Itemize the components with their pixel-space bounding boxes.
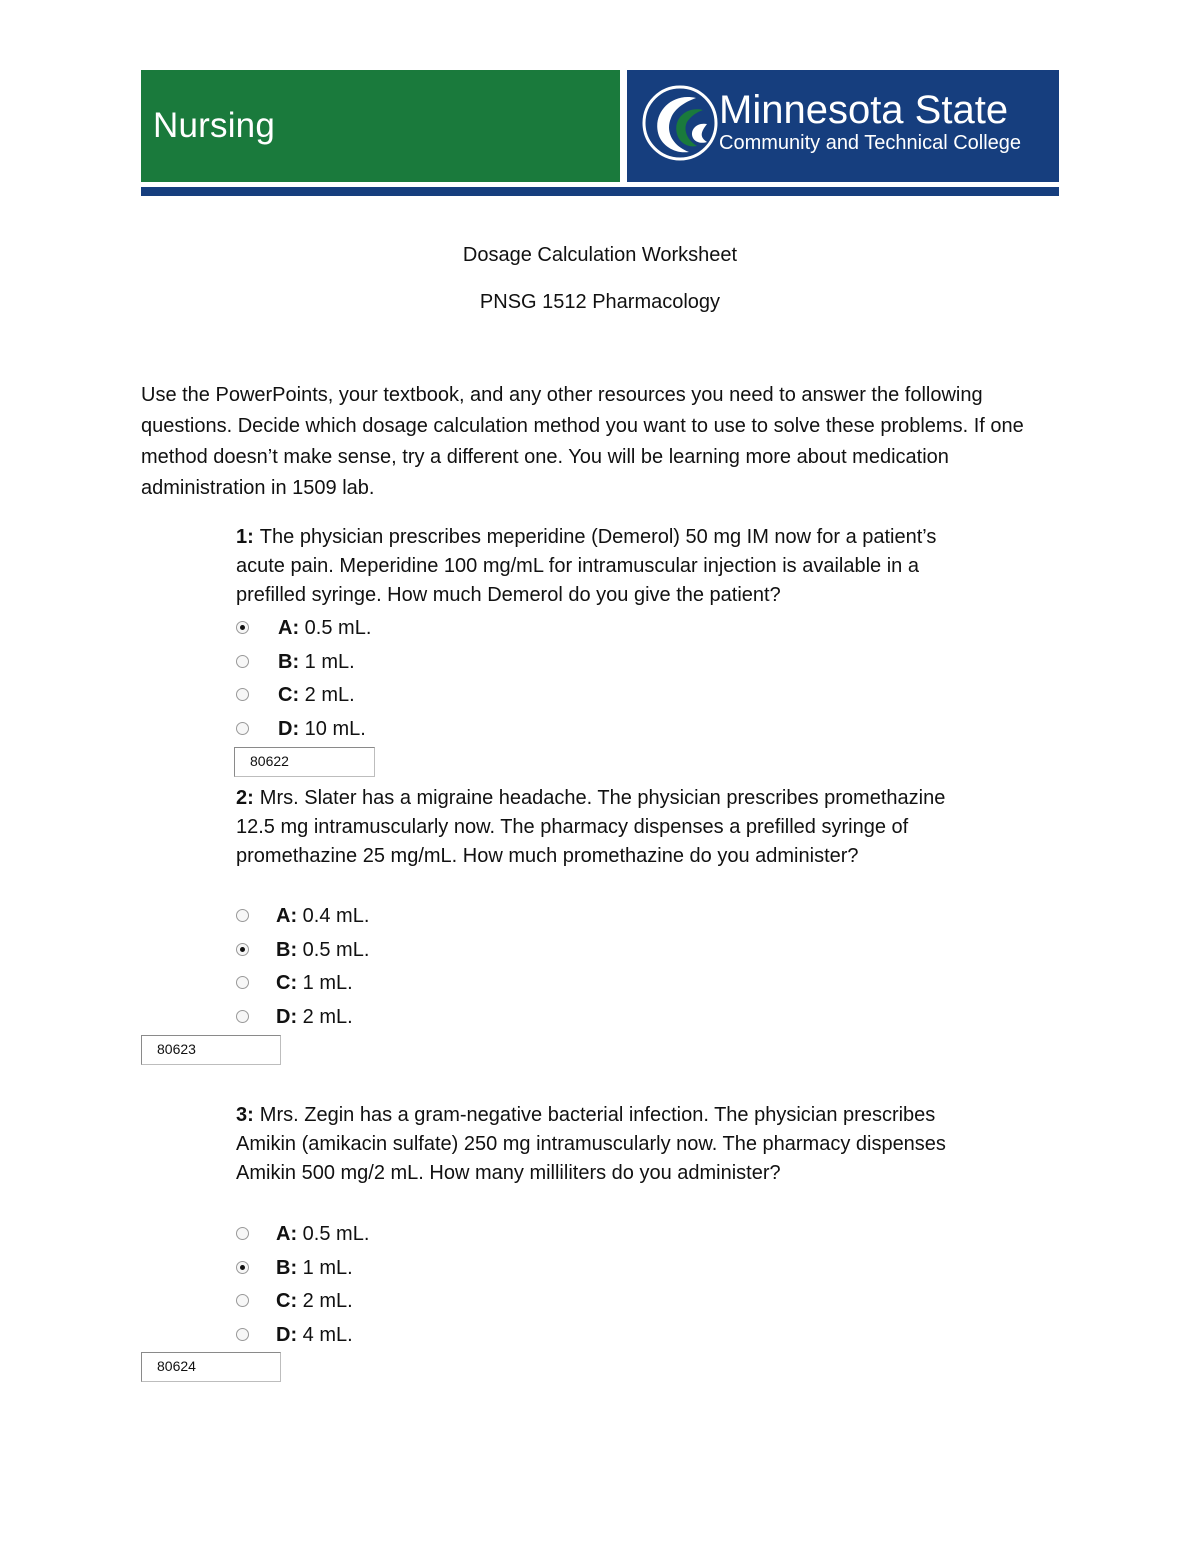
- option-letter: D:: [276, 1005, 298, 1028]
- radio-button[interactable]: [236, 1227, 249, 1240]
- question-2-id-field[interactable]: 80623: [141, 1035, 281, 1065]
- question-3-id-field[interactable]: 80624: [141, 1352, 281, 1382]
- option-letter: B:: [278, 650, 300, 673]
- radio-button[interactable]: [236, 1328, 249, 1341]
- option-text: 10 mL.: [304, 717, 366, 740]
- radio-button[interactable]: [236, 943, 249, 956]
- option-text: 1 mL.: [304, 650, 355, 673]
- radio-button[interactable]: [236, 976, 249, 989]
- question-text: Mrs. Slater has a migraine headache. The physician prescribes promethazine 12.5 mg intramuscularly now. The pharmacy dispenses a prefilled syringe of promethazine 25 mg/mL. How much promethazine do you administer?: [236, 787, 946, 867]
- option-text: 1 mL.: [302, 1256, 353, 1279]
- radio-button[interactable]: [236, 1010, 249, 1023]
- radio-button[interactable]: [236, 909, 249, 922]
- radio-button[interactable]: [236, 655, 249, 668]
- option-text: 4 mL.: [302, 1323, 353, 1346]
- program-panel: [141, 70, 620, 182]
- option-text: 0.5 mL.: [302, 938, 370, 961]
- question-1: [236, 523, 966, 610]
- option-letter: D:: [278, 717, 300, 740]
- option-letter: C:: [276, 1290, 298, 1312]
- option-letter: B:: [276, 1256, 298, 1279]
- option-text: 2 mL.: [302, 1290, 353, 1312]
- option-text: 0.5 mL.: [302, 1223, 370, 1245]
- option-text: 1 mL.: [302, 972, 353, 994]
- school-name: Minnesota State: [719, 88, 1009, 132]
- option-letter: C:: [278, 684, 300, 706]
- radio-button[interactable]: [236, 688, 249, 701]
- option-text: 0.4 mL.: [302, 905, 370, 927]
- question-text: Mrs. Zegin has a gram-negative bacterial infection. The physician prescribes Amikin (amikacin sulfate) 250 mg intramuscularly now. The pharmacy dispenses Amikin 500 mg/2 mL. How many milliliters do you administer?: [236, 1104, 946, 1184]
- question-2: [236, 784, 966, 871]
- school-subtitle: Community and Technical College: [719, 132, 1022, 154]
- option-letter: D:: [276, 1323, 298, 1346]
- question-3: [236, 1101, 966, 1188]
- question-1-id-field[interactable]: 80622: [234, 747, 375, 777]
- question-number: 3:: [236, 1104, 254, 1126]
- option-text: 0.5 mL.: [304, 617, 372, 639]
- radio-button[interactable]: [236, 1294, 249, 1307]
- radio-button[interactable]: [236, 722, 249, 735]
- school-panel: [627, 70, 1059, 182]
- radio-button[interactable]: [236, 1261, 249, 1274]
- option-letter: B:: [276, 938, 298, 961]
- radio-button[interactable]: [236, 621, 249, 634]
- banner-rule: [141, 187, 1059, 196]
- option-letter: A:: [276, 1223, 298, 1245]
- question-text: The physician prescribes meperidine (Demerol) 50 mg IM now for a patient’s acute pain. Meperidine 100 mg/mL for intramuscular injection is available in a prefilled syringe. How much Demerol do you give the patient?: [236, 526, 937, 606]
- question-number: 2:: [236, 787, 254, 809]
- option-letter: A:: [278, 617, 300, 639]
- worksheet-title: Dosage Calculation Worksheet: [462, 244, 738, 266]
- header-banner: [141, 70, 1059, 196]
- option-text: 2 mL.: [302, 1005, 353, 1028]
- instructions-paragraph: Use the PowerPoints, your textbook, and any other resources you need to answer the following questions. Decide which dosage calculation method you want to use to solve these problems. If one method doesn’t make sense, try a different one. You will be learning more about medication administration in 1509 lab.: [141, 384, 1024, 499]
- option-text: 2 mL.: [304, 684, 355, 706]
- option-letter: C:: [276, 972, 298, 994]
- course-title: PNSG 1512 Pharmacology: [479, 291, 721, 313]
- question-number: 1:: [236, 526, 254, 548]
- college-logo-icon: [641, 84, 719, 162]
- program-label: Nursing: [153, 106, 276, 145]
- option-letter: A:: [276, 905, 298, 927]
